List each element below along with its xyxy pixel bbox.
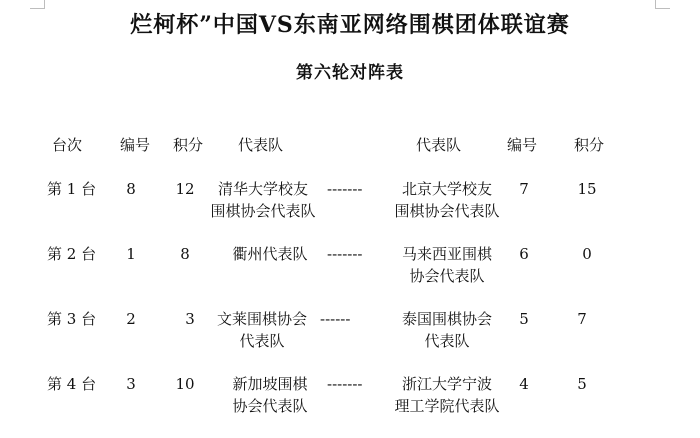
row-number-left: 8 <box>126 180 136 198</box>
row-score-left: 8 <box>180 245 190 263</box>
row-table-label: 第 2 台 <box>47 245 97 263</box>
row-score-right: 15 <box>577 180 597 198</box>
row-table-label: 第 1 台 <box>47 180 97 198</box>
team-left-line-1: 文莱围棋协会 <box>216 310 307 328</box>
row-team-left <box>220 243 320 265</box>
team-left-line-1: 新加坡围棋 <box>232 375 308 393</box>
row-separator: ------- <box>327 245 363 263</box>
row-number-left: 3 <box>126 375 136 393</box>
header-team-left: 代表队 <box>238 136 284 154</box>
row-number-right: 7 <box>519 180 529 198</box>
row-team-left <box>215 373 325 417</box>
row-team-right <box>384 308 510 352</box>
row-separator: ------- <box>327 375 363 393</box>
header-table: 台次 <box>52 136 83 154</box>
row-team-left <box>207 308 317 352</box>
team-left-line-2: 代表队 <box>239 332 285 350</box>
team-left-line-1: 清华大学校友 <box>217 180 308 198</box>
row-separator: ------ <box>320 310 351 328</box>
document-title: 烂柯杯”中国VS东南亚网络围棋团体联谊赛 <box>130 12 570 38</box>
row-team-right <box>384 373 510 417</box>
row-separator: ------- <box>327 180 363 198</box>
row-number-left: 2 <box>126 310 136 328</box>
team-right-line-2: 围棋协会代表队 <box>394 202 500 220</box>
row-score-left: 10 <box>175 375 195 393</box>
team-left-line-2: 围棋协会代表队 <box>210 202 316 220</box>
team-right-line-2: 理工学院代表队 <box>394 397 500 415</box>
row-score-right: 0 <box>582 245 592 263</box>
team-right-line-2: 协会代表队 <box>409 267 485 285</box>
row-score-left: 12 <box>175 180 195 198</box>
header-score-left: 积分 <box>173 136 204 154</box>
row-number-right: 4 <box>519 375 529 393</box>
row-table-label: 第 3 台 <box>47 310 97 328</box>
row-number-right: 6 <box>519 245 529 263</box>
row-score-left: 3 <box>185 310 195 328</box>
row-number-left: 1 <box>126 245 136 263</box>
row-score-right: 5 <box>577 375 587 393</box>
team-right-line-1: 北京大学校友 <box>401 180 492 198</box>
row-score-right: 7 <box>577 310 587 328</box>
header-score-right: 积分 <box>574 136 605 154</box>
header-team-right: 代表队 <box>416 136 462 154</box>
document-subtitle: 第六轮对阵表 <box>296 63 404 83</box>
team-left-line-2: 协会代表队 <box>232 397 308 415</box>
row-table-label: 第 4 台 <box>47 375 97 393</box>
header-number-right: 编号 <box>507 136 538 154</box>
header-number-left: 编号 <box>120 136 151 154</box>
team-left-line-1: 衢州代表队 <box>232 245 308 263</box>
team-right-line-1: 马来西亚围棋 <box>401 245 492 263</box>
team-right-line-2: 代表队 <box>424 332 470 350</box>
row-number-right: 5 <box>519 310 529 328</box>
row-team-right <box>384 178 510 222</box>
row-team-right <box>384 243 510 287</box>
team-right-line-1: 浙江大学宁波 <box>401 375 492 393</box>
row-team-left <box>200 178 326 222</box>
team-right-line-1: 泰国围棋协会 <box>401 310 492 328</box>
